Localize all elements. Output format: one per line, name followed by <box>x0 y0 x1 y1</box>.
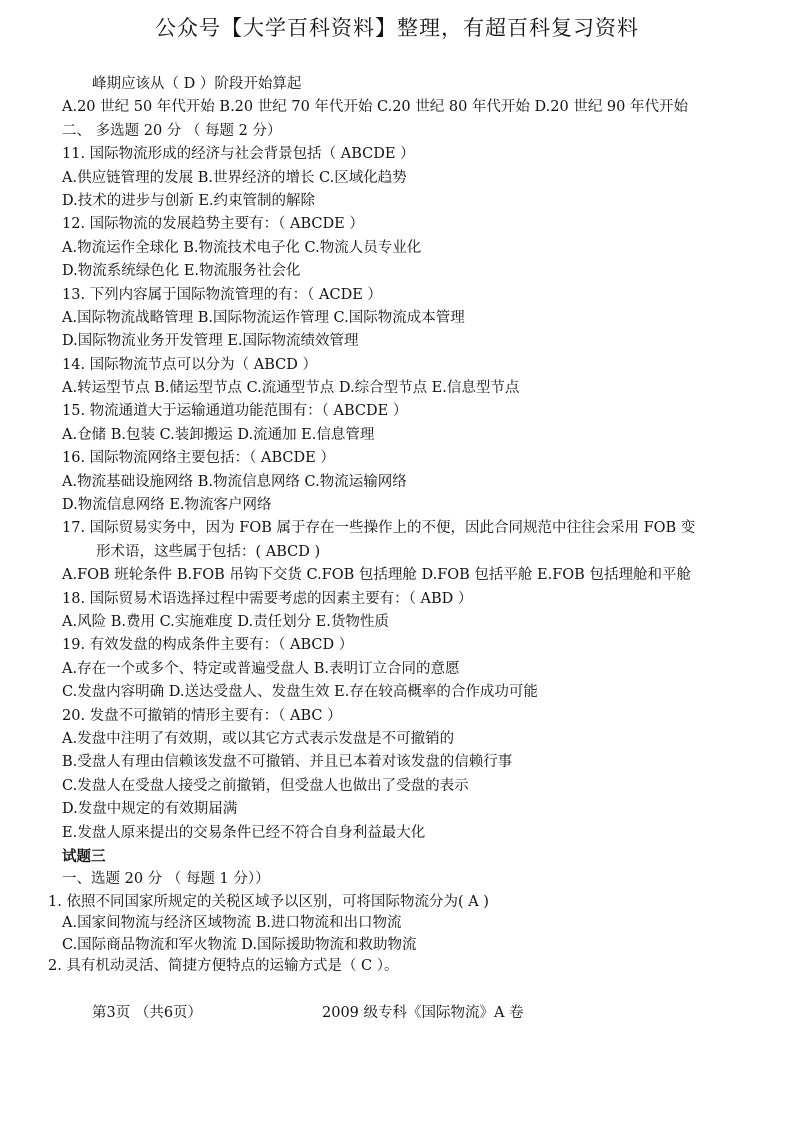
question-14: 14. 国际物流节点可以分为（ ABCD ） <box>62 356 318 373</box>
question-12-options-row-1: A.物流运作全球化 B.物流技术电子化 C.物流人员专业化 <box>62 239 422 256</box>
question-19: 19. 有效发盘的构成条件主要有：（ ABCD ） <box>62 637 354 654</box>
question-1-options-row-2: C.国际商品物流和军火物流 D.国际援助物流和救助物流 <box>62 936 417 953</box>
exam-section-title: 试题三 <box>62 847 106 865</box>
question-20-option-d: D.发盘中规定的有效期届满 <box>62 801 238 818</box>
question-15: 15. 物流通道大于运输通道功能范围有：（ ABCDE ） <box>62 403 408 420</box>
question-20-option-c: C.发盘人在受盘人接受之前撤销，但受盘人也做出了受盘的表示 <box>62 777 469 794</box>
question-17-continuation: 形术语，这些属于包括：( ABCD ) <box>96 543 321 560</box>
question-11-options-row-1: A.供应链管理的发展 B.世界经济的增长 C.区域化趋势 <box>62 169 407 186</box>
question-11-options-row-2: D.技术的进步与创新 E.约束管制的解除 <box>62 192 316 209</box>
question-13: 13. 下列内容属于国际物流管理的有：（ ACDE ） <box>62 286 382 303</box>
question-10-options: A.20 世纪 50 年代开始 B.20 世纪 70 年代开始 C.20 世纪 80 年代开始 D.20 世纪 90 年代开始 <box>62 99 688 116</box>
page-number: 第3页 （共6页） <box>92 1005 203 1021</box>
question-1-options-row-1: A.国家间物流与经济区域物流 B.进口物流和出口物流 <box>62 915 402 932</box>
question-12: 12. 国际物流的发展趋势主要有：（ ABCDE ） <box>62 216 364 233</box>
question-16: 16. 国际物流网络主要包括：（ ABCDE ） <box>62 450 335 467</box>
question-16-options-row-2: D.物流信息网络 E.物流客户网络 <box>62 497 272 514</box>
question-15-options: A.仓储 B.包装 C.装卸搬运 D.流通加 E.信息管理 <box>62 426 375 443</box>
question-19-options-row-1: A.存在一个或多个、特定或普遍受盘人 B.表明订立合同的意愿 <box>62 660 460 677</box>
question-17-options: A.FOB 班轮条件 B.FOB 吊钩下交货 C.FOB 包括理舱 D.FOB 包括平舱 E.FOB 包括理舱和平舱 <box>62 567 691 584</box>
question-1: 1. 依照不同国家所规定的关税区域予以区别，可将国际物流分为( A ) <box>48 893 489 910</box>
question-14-options: A.转运型节点 B.储运型节点 C.流通型节点 D.综合型节点 E.信息型节点 <box>62 380 520 397</box>
exam-title: 2009 级专科《国际物流》A 卷 <box>322 1005 524 1021</box>
question-16-options-row-1: A.物流基础设施网络 B.物流信息网络 C.物流运输网络 <box>62 473 407 490</box>
section-heading-multiple-choice: 二、 多选题 20 分 （ 每题 2 分） <box>62 122 282 139</box>
question-20-option-e: E.发盘人原来提出的交易条件已经不符合自身利益最大化 <box>62 824 426 841</box>
section-heading-single-choice: 一、选题 20 分 （ 每题 1 分）） <box>62 871 270 888</box>
question-20: 20. 发盘不可撤销的情形主要有：（ ABC ） <box>62 707 342 724</box>
question-17: 17. 国际贸易实务中，因为 FOB 属于存在一些操作上的不便，因此合同规范中往往会采用 FOB 变 <box>62 520 696 537</box>
page-header: 公众号【大学百科资料】整理，有超百科复习资料 <box>155 16 639 40</box>
question-19-options-row-2: C.发盘内容明确 D.送达受盘人、发盘生效 E.存在较高概率的合作成功可能 <box>62 684 538 701</box>
question-20-option-b: B.受盘人有理由信赖该发盘不可撤销、并且已本着对该发盘的信赖行事 <box>62 754 513 771</box>
question-12-options-row-2: D.物流系统绿色化 E.物流服务社会化 <box>62 263 301 280</box>
question-13-options-row-1: A.国际物流战略管理 B.国际物流运作管理 C.国际物流成本管理 <box>62 309 465 326</box>
question-18-options: A.风险 B.费用 C.实施难度 D.责任划分 E.货物性质 <box>62 613 389 630</box>
question-11: 11. 国际物流形成的经济与社会背景包括（ ABCDE ） <box>62 146 415 163</box>
document-body <box>48 73 762 978</box>
question-18: 18. 国际贸易术语选择过程中需要考虑的因素主要有：（ ABD ） <box>62 590 473 607</box>
question-10-continuation: 峰期应该从（ D ）阶段开始算起 <box>92 76 302 92</box>
question-13-options-row-2: D.国际物流业务开发管理 E.国际物流绩效管理 <box>62 333 359 350</box>
question-2: 2. 具有机动灵活、简捷方便特点的运输方式是（ C ）。 <box>48 958 399 975</box>
question-20-option-a: A.发盘中注明了有效期，或以其它方式表示发盘是不可撤销的 <box>62 730 455 747</box>
